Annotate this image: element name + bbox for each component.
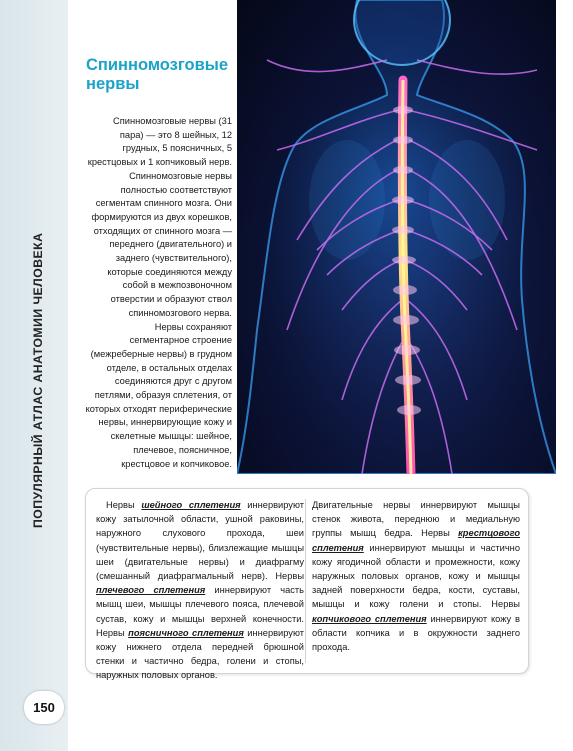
- text-run: иннервируют кожу затылочной области, ушной раковины, наружного слухового прохода, шеи (чувствительные нервы), близлежащие мышцы шеи (двигательные нервы) и диафрагму (смешанный диафрагмальный нерв). Нервы: [96, 500, 304, 582]
- section-heading: Спинномозговые нервы: [86, 56, 229, 93]
- body-silhouette: [237, 0, 556, 474]
- text-run: Нервы: [106, 500, 142, 510]
- term-brachial-plexus: плечевого сплетения: [96, 585, 206, 596]
- text-run: иннервируют кожу нижнего отдела передней брюшной стенки и частично бедра, голени и стопы, наружных половых органов.: [96, 627, 304, 681]
- box-column-right: [312, 498, 520, 654]
- plexus-info-box: [85, 488, 529, 681]
- text-run: иннервируют мышцы и частично кожу ягодичной области и промежности, кожу наружных половых органов, кожу и мышцы задней поверхности бедра, кости, суставы, мышцы и кожу голени и стопы. Нервы: [312, 542, 520, 610]
- box-paragraph-left: [96, 498, 304, 683]
- intro-text: [84, 115, 232, 471]
- anatomy-illustration-svg: [237, 0, 556, 474]
- term-cervical-plexus: шейного сплетения: [141, 500, 241, 510]
- intro-paragraph-1: Спинномозговые нервы (31 пара) — это 8 шейных, 12 грудных, 5 поясничных, 5 крестцовых и 1 копчиковый нерв. Спинномозговые нервы полностью соответствуют сегментам спинного мозга. Они формируются из двух корешков, отходящих от спинного мозга — переднего (двигательного) и заднего (чувствительного), которые соединяются между собой в межпозвоночном отверстии и образуют ствол спинномозгового нерва.: [87, 116, 232, 318]
- text-run: иннервируют часть мышц шеи, мышцы плечевого пояса, плечевой сустав, кожу и мышцы верхней конечности. Нервы: [96, 585, 304, 638]
- term-coccygeal-plexus: копчикового сплетения: [312, 613, 427, 624]
- column-divider: [305, 499, 306, 663]
- book-title-vertical: ПОПУЛЯРНЫЙ АТЛАС АНАТОМИИ ЧЕЛОВЕКА: [31, 232, 45, 528]
- term-lumbar-plexus: поясничного сплетения: [128, 627, 244, 638]
- intro-paragraph-2: Нервы сохраняют сегментарное строение (межреберные нервы) в грудном отделе, в остальных отделах соединяются друг с другом петлями, образуя сплетения, от которых отходят периферические нервы, иннервирующие кожу и скелетные мышцы: шейное, плечевое, поясничное, крестцовое и копчиковое.: [85, 321, 232, 469]
- spinal-nerves-illustration: [237, 0, 556, 474]
- text-run: Двигательные нервы иннервируют мышцы стенок живота, переднюю и медиальную группы мышц бедра. Нервы: [312, 500, 520, 539]
- text-run: иннервируют кожу в области копчика и в окружности заднего прохода.: [312, 613, 520, 653]
- box-paragraph-right: [312, 498, 520, 654]
- term-sacral-plexus: крестцового сплетения: [312, 528, 520, 553]
- box-column-left: [96, 498, 304, 683]
- page-number: 150: [24, 691, 64, 724]
